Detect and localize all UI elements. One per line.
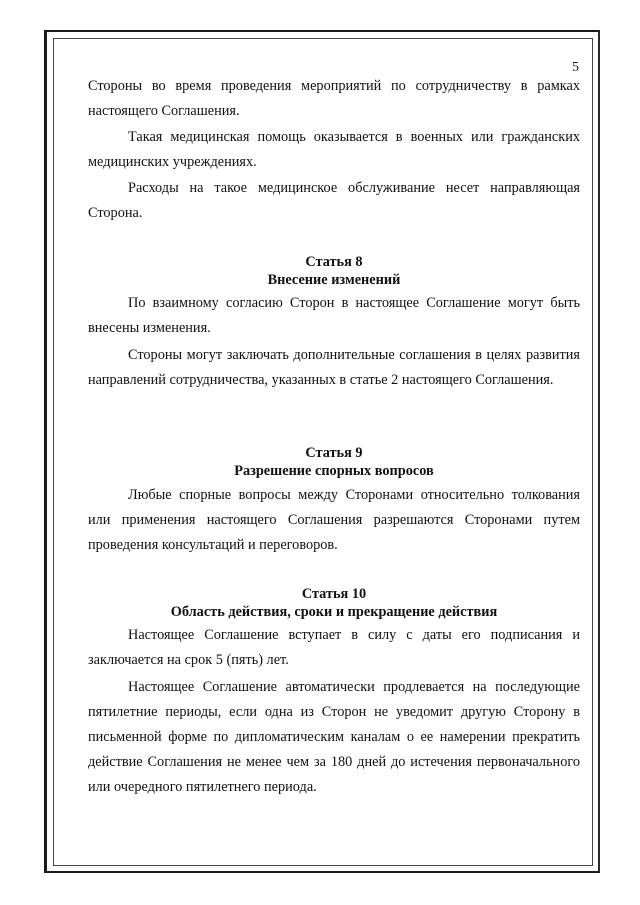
paragraph: По взаимному согласию Сторон в настоящее Соглашение могут быть внесены изменения. xyxy=(88,295,580,336)
paragraph: Такая медицинская помощь оказывается в военных или гражданских медицинских учреждениях. xyxy=(88,129,580,170)
paragraph: Настоящее Соглашение вступает в силу с даты его подписания и заключается на срок 5 (пять) лет. xyxy=(88,627,580,668)
article-9-number: Статья 9 xyxy=(305,445,363,461)
paragraph: Стороны могут заключать дополнительные соглашения в целях развития направлений сотрудничества, указанных в статье 2 настоящего Соглашения. xyxy=(88,347,580,388)
page-number: 5 xyxy=(572,60,579,75)
paragraph: Любые спорные вопросы между Сторонами относительно толкования или применения настоящего Соглашения разрешаются Сторонами путем проведения консультаций и переговоров. xyxy=(88,487,580,553)
paragraph: Расходы на такое медицинское обслуживание несет направляющая Сторона. xyxy=(88,180,580,221)
paragraph: Стороны во время проведения мероприятий по сотрудничеству в рамках настоящего Соглашения. xyxy=(88,78,580,119)
paragraph: Настоящее Соглашение автоматически продлевается на последующие пятилетние периоды, если одна из Сторон не уведомит другую Сторону в письменной форме по дипломатическим каналам о ее намерении прекратить действие Соглашения не менее чем за 180 дней до истечения первоначального или очередного пятилетнего периода. xyxy=(88,679,580,795)
article-10-title: Область действия, сроки и прекращение действия xyxy=(170,604,498,620)
article-8-title: Внесение изменений xyxy=(267,272,401,288)
article-9-title: Разрешение спорных вопросов xyxy=(234,463,434,479)
article-8-number: Статья 8 xyxy=(305,254,363,270)
article-10-number: Статья 10 xyxy=(301,586,367,602)
